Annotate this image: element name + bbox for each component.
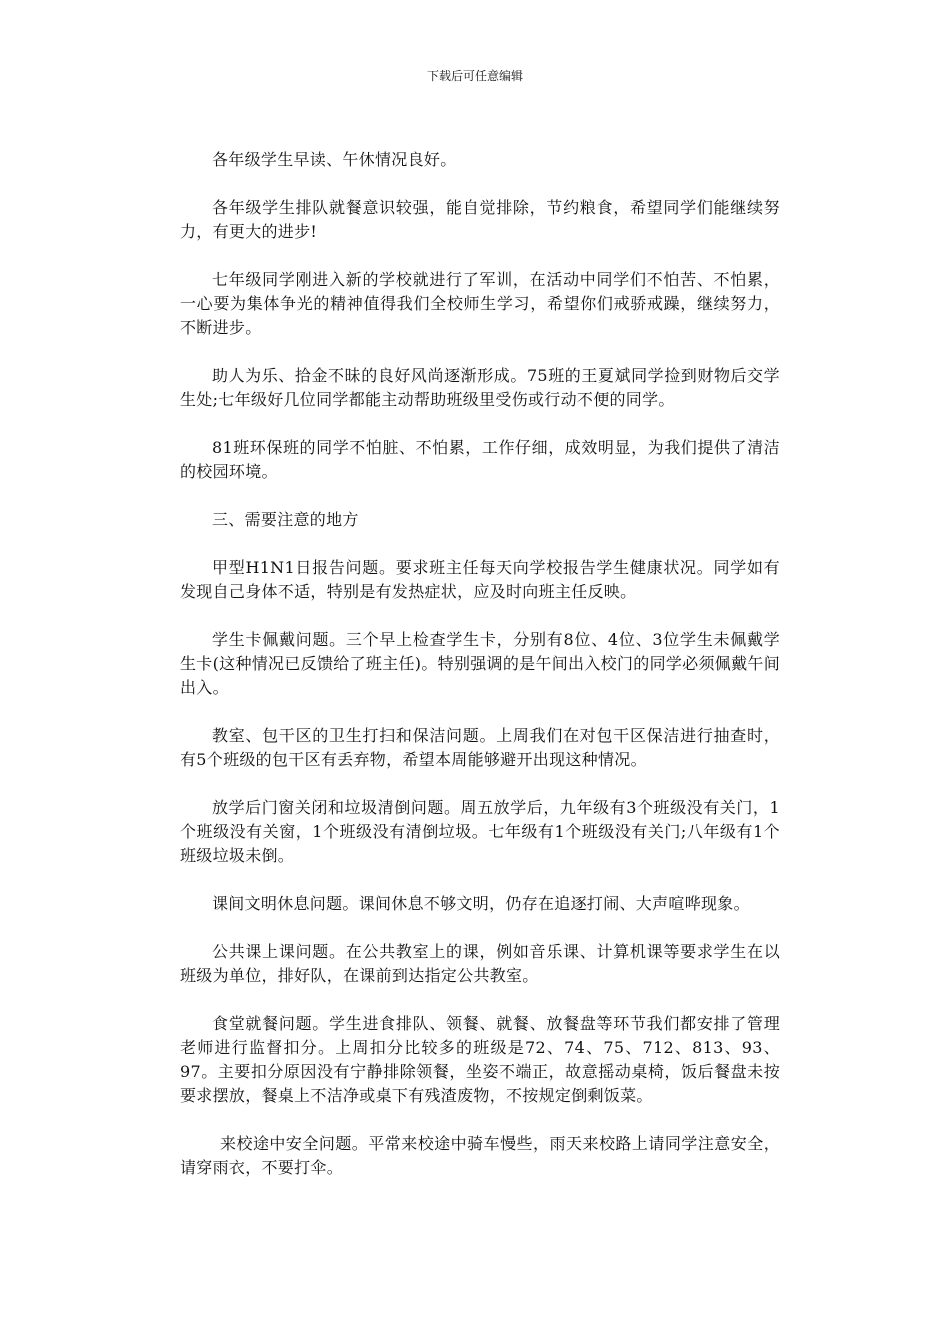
paragraph-morning-reading: 各年级学生早读、午休情况良好。 [212, 150, 457, 169]
paragraph-environmental-class: 81班环保班的同学不怕脏、不怕累，工作仔细，成效明显，为我们提供了清洁的校园环境。 [180, 438, 780, 481]
page-header: 下载后可任意编辑 [426, 69, 523, 83]
paragraph-break-behavior: 课间文明休息问题。课间休息不够文明，仍存在追逐打闹、大声喧哗现象。 [212, 894, 750, 913]
paragraph-doors-windows-garbage: 放学后门窗关闭和垃圾清倒问题。周五放学后，九年级有3个班级没有关门，1个班级没有关窗，1个班级没有清倒垃圾。七年级有1个班级没有关门;八年级有1个班级垃圾未倒。 [180, 798, 780, 865]
paragraph-student-card: 学生卡佩戴问题。三个早上检查学生卡，分别有8位、4位、3位学生未佩戴学生卡(这种情况已反馈给了班主任)。特别强调的是午间出入校门的同学必须佩戴午间出入。 [180, 630, 780, 697]
paragraph-classroom-cleaning: 教室、包干区的卫生打扫和保洁问题。上周我们在对包干区保洁进行抽查时，有5个班级的包干区有丢弃物，希望本周能够避开出现这种情况。 [180, 726, 780, 769]
paragraph-commute-safety: 来校途中安全问题。平常来校途中骑车慢些，雨天来校路上请同学注意安全，请穿雨衣，不要打伞。 [180, 1134, 780, 1177]
paragraph-military-training: 七年级同学刚进入新的学校就进行了军训，在活动中同学们不怕苦、不怕累，一心要为集体争光的精神值得我们全校师生学习，希望你们戒骄戒躁，继续努力，不断进步。 [180, 270, 780, 337]
paragraph-queue-dining: 各年级学生排队就餐意识较强，能自觉排除，节约粮食，希望同学们能继续努力，有更大的进步! [180, 198, 780, 241]
section-heading-attention: 三、需要注意的地方 [212, 510, 359, 529]
paragraph-canteen-dining: 食堂就餐问题。学生进食排队、领餐、就餐、放餐盘等环节我们都安排了管理老师进行监督扣分。上周扣分比较多的班级是72、74、75、712、813、93、97。主要扣分原因没有宁静排除领餐，坐姿不端正，故意摇动桌椅，饭后餐盘未按要求摆放，餐桌上不洁净或桌下有残渣废物，不按规定倒剩饭菜。 [180, 1014, 780, 1105]
paragraph-public-class: 公共课上课问题。在公共教室上的课，例如音乐课、计算机课等要求学生在以班级为单位，排好队，在课前到达指定公共教室。 [180, 942, 780, 985]
paragraph-h1n1-report: 甲型H1N1日报告问题。要求班主任每天向学校报告学生健康状况。同学如有发现自己身体不适，特别是有发热症状，应及时向班主任反映。 [180, 558, 780, 601]
document-body [180, 148, 780, 1204]
paragraph-helping-others: 助人为乐、拾金不昧的良好风尚逐渐形成。75班的王夏斌同学捡到财物后交学生处;七年级好几位同学都能主动帮助班级里受伤或行动不便的同学。 [180, 366, 780, 409]
